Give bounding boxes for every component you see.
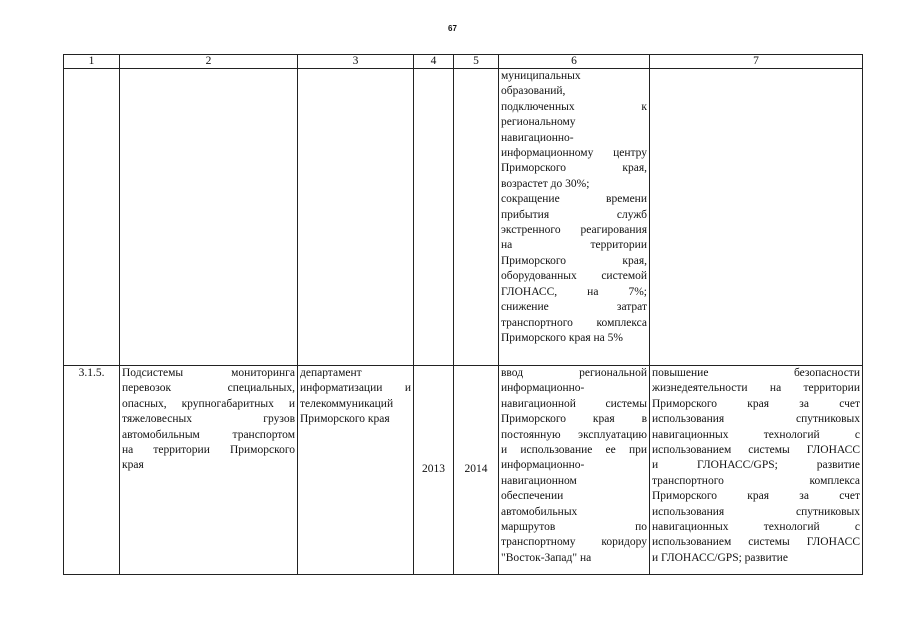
cont-cell-7 (650, 69, 863, 366)
text-line: снижение затрат (501, 301, 647, 314)
text-line: ввод региональной (501, 367, 647, 379)
text-line: навигационных технологий с (652, 521, 860, 534)
cont-cell-3 (298, 69, 414, 366)
page-number: 67 (448, 24, 457, 33)
item-year-start: 2013 (414, 366, 454, 575)
text-line: автомобильных (501, 505, 578, 518)
text-line: постоянную эксплуатацию (501, 428, 647, 441)
text-line: и ГЛОНАСС/GPS; развитие (652, 551, 788, 564)
text-line: департамент (300, 367, 362, 379)
text-line: информационно- (501, 459, 585, 472)
item-number: 3.1.5. (64, 366, 120, 575)
text-line: повышение безопасности (652, 367, 860, 379)
item-goal (650, 366, 863, 575)
text-line: экстренного реагирования (501, 224, 647, 237)
text-line: Приморского края в (501, 413, 647, 426)
text-line: Приморского края за счет (652, 490, 860, 503)
text-line: возрастет до 30%; (501, 177, 590, 190)
header-cell-6: 6 (499, 55, 650, 69)
table-row-3-1-5 (64, 366, 863, 575)
header-cell-4: 4 (414, 55, 454, 69)
text-line: автомобильным транспортом (122, 428, 295, 441)
text-line: жизнедеятельности на территории (652, 382, 860, 395)
cont-cell-5 (454, 69, 499, 366)
text-line: оборудованных системой (501, 270, 647, 283)
text-line: навигационно- (501, 131, 574, 144)
table-header-row (64, 55, 863, 69)
text-line: края (122, 459, 144, 472)
cont-cell-6-indicators (499, 69, 650, 366)
text-line: "Восток-Запад" на (501, 551, 592, 564)
text-line: перевозок специальных, (122, 382, 295, 395)
text-line: подключенных к (501, 100, 647, 113)
text-line: на территории Приморского (122, 444, 295, 457)
text-line: обеспечении (501, 490, 564, 503)
text-line: информационно- (501, 382, 585, 395)
text-line: транспортного комплекса (652, 474, 860, 487)
text-line: ГЛОНАСС, на 7%; (501, 285, 647, 298)
text-line: сокращение времени (501, 193, 647, 206)
text-line: образований, (501, 85, 566, 98)
text-line: региональному (501, 116, 576, 129)
text-line: транспортного комплекса (501, 316, 647, 329)
header-cell-1: 1 (64, 55, 120, 69)
text-line: на территории (501, 239, 647, 252)
text-line: информатизации и (300, 382, 411, 395)
text-line: телекоммуникаций (300, 397, 394, 410)
text-line: информационному центру (501, 147, 647, 160)
text-line: Приморского края (300, 413, 390, 426)
text-line: использования спутниковых (652, 413, 860, 426)
cont-cell-2 (120, 69, 298, 366)
text-line: навигационной системы (501, 397, 647, 410)
text-line: опасных, крупногабаритных и (122, 397, 295, 410)
text-line: навигационных технологий с (652, 428, 860, 441)
text-line: и ГЛОНАСС/GPS; развитие (652, 459, 860, 472)
text-line: Приморского края, (501, 162, 647, 175)
header-cell-3: 3 (298, 55, 414, 69)
document-table (63, 54, 863, 575)
text-line: Приморского края на 5% (501, 331, 623, 344)
text-line: использованием системы ГЛОНАСС (652, 536, 860, 549)
text-line: навигационном (501, 474, 577, 487)
item-title (120, 366, 298, 575)
header-cell-5: 5 (454, 55, 499, 69)
header-cell-2: 2 (120, 55, 298, 69)
cont-cell-1 (64, 69, 120, 366)
header-cell-7: 7 (650, 55, 863, 69)
text-line: Приморского края за счет (652, 397, 860, 410)
item-responsible (298, 366, 414, 575)
text-line: и использование ее при (501, 444, 647, 457)
text-line: использованием системы ГЛОНАСС (652, 444, 860, 457)
text-line: маршрутов по (501, 521, 647, 534)
table-row-continuation (64, 69, 863, 366)
text-line: Приморского края, (501, 254, 647, 267)
text-line: прибытия служб (501, 208, 647, 221)
cont-cell-4 (414, 69, 454, 366)
text-line: использования спутниковых (652, 505, 860, 518)
text-line: муниципальных (501, 70, 581, 82)
text-line: транспортному коридору (501, 536, 647, 549)
text-line: Подсистемы мониторинга (122, 367, 295, 379)
item-expected-result (499, 366, 650, 575)
item-year-end: 2014 (454, 366, 499, 575)
text-line: тяжеловесных грузов (122, 413, 295, 426)
